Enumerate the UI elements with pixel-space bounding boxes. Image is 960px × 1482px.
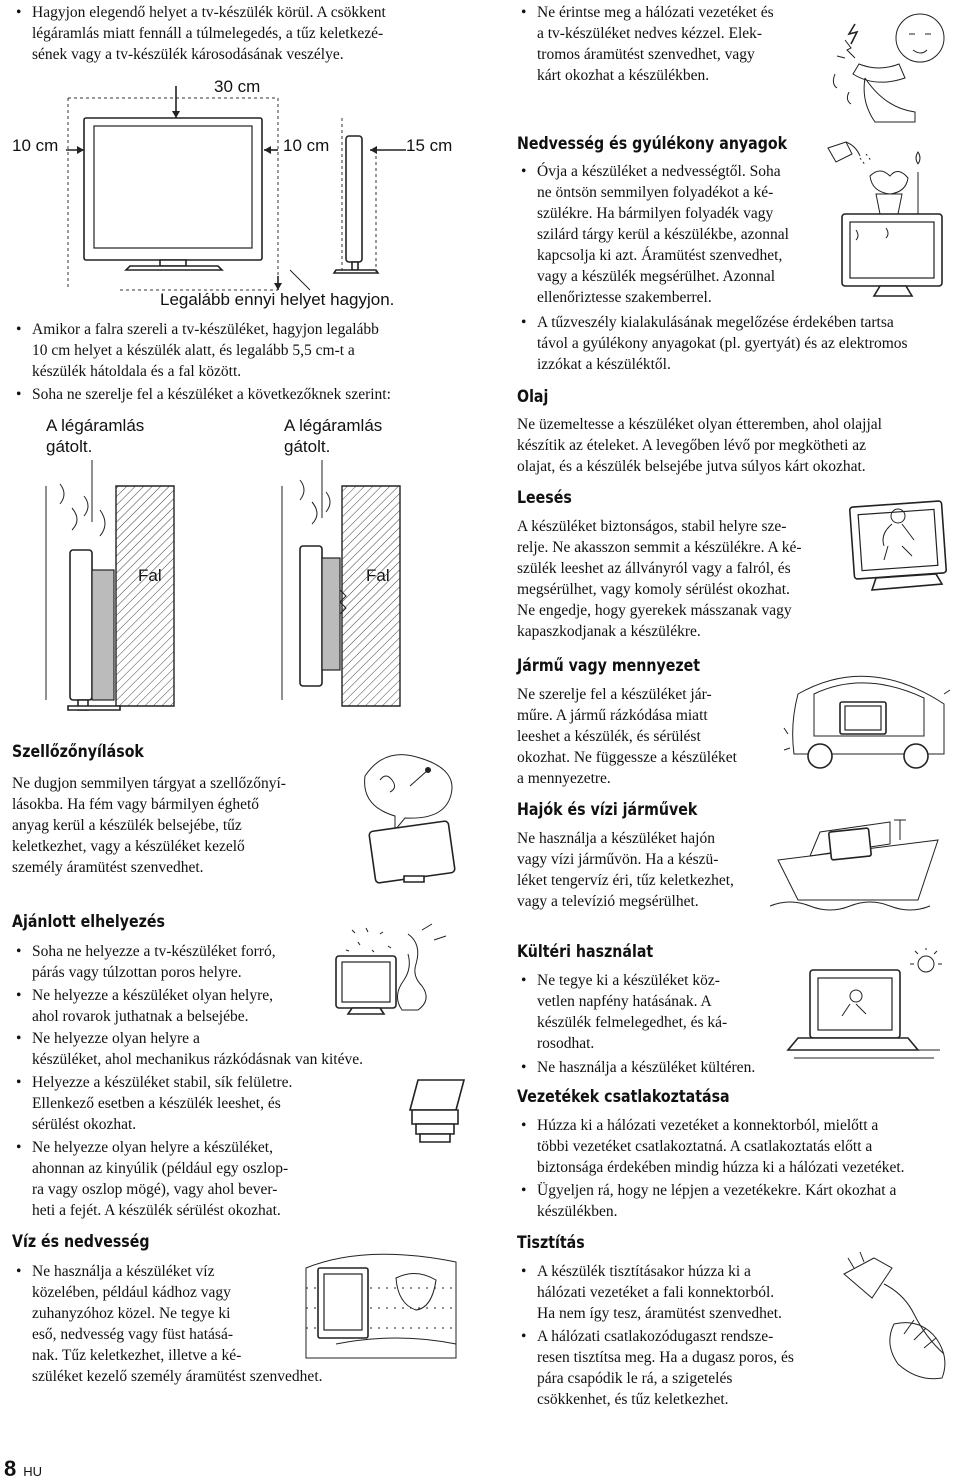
cleaning-illustration: [824, 1244, 954, 1394]
vent-heading: Szellőzőnyílások: [12, 742, 144, 761]
placement-illustrations: [322, 920, 472, 1180]
fall-heading: Leesés: [517, 488, 572, 507]
airflow-drawing: [0, 460, 480, 720]
wet-hands-illustration: [825, 4, 955, 124]
outdoor-heading: Kültéri használat: [517, 942, 654, 961]
airflow-label-1: A légáramlás: [46, 416, 145, 435]
intro-line: légáramlás miatt fennáll a túlmelegedés, a tűz keletkezé-: [32, 25, 384, 42]
min-space-label: Legalább ennyi helyet hagyjon.: [160, 290, 395, 309]
wall-line: Amikor a falra szereli a tv-készüléket, hagyjon legalább: [32, 321, 379, 338]
never-mount-bullet: • Soha ne szerelje fel a készüléket a következőknek szerint:: [12, 384, 492, 405]
dim-top-label: 30 cm: [214, 77, 261, 96]
airflow-label-2b: gátolt.: [284, 437, 331, 456]
cleaning-heading: Tisztítás: [517, 1233, 585, 1252]
water-illustration: [296, 1248, 476, 1368]
oil-heading: Olaj: [517, 387, 549, 406]
fall-illustration: [846, 496, 956, 596]
dim-mid-label: 10 cm: [283, 136, 330, 155]
dim-right-label: 15 cm: [406, 136, 453, 155]
airflow-label-2: A légáramlás: [284, 416, 383, 435]
water-heading: Víz és nedvesség: [12, 1232, 150, 1251]
placement-heading: Ajánlott elhelyezés: [12, 912, 165, 931]
manual-page: • Hagyjon elegendő helyet a tv-készülék körül. A csökkent légáramlás miatt fennáll a túlmelegedés, a tűz keletkezé- sének vagy a tv-készülék károsodásának veszélye. 30 cm 10 cm 10 cm 15 cm Legalább ennyi helyet hagyjon. • Amikor a falra szereli a tv-készüléket, hagyjon legalább 10 cm helyet a készülék alatt, és legalább 5,5 cm-t a készülék hátoldala és a fal között. • Soha ne szerelje fel a készüléket a következőknek szerint: A légáramlás gátolt. A légáramlás gátolt. Szellőzőnyílások Ne dugjon semmilyen tárgyat a szellőzőnyí- lásokba. Ha fém vagy bármilyen éghető anyag kerül a készülék belsejébe, tűz keletkezhet, vagy a készüléket kezelő személy áramütést szenvedhet. Ajánlott elhelyezés • Soha ne helyezze a tv-készüléket forró, párás vagy túlzottan poros helyre. • Ne helyezze a készüléket olyan helyre, ahol rovarok juthatnak a belsejébe. • Ne helyezze olyan helyre a készüléket, ahol mechanikus rázkódásnak van kitéve. • Helyezze a készüléket stabil, sík felületre. Ellenkező esetben a készülék leeshet, és sérülést okozhat. • Ne helyezze olyan helyre a készüléket, ahonnan az kinyúlik (például egy oszlop- ra vagy oszlop mögé), vagy ahol bever- heti a fejét. A készülék sérülést okozhat. Víz és nedvesség • Ne használja a készüléket víz közelében, például kádhoz vagy zuhanyzóhoz közel. Ne tegye ki eső, nedvesség vagy füst hatásá- nak. Tűz keletkezhet, illetve a ké- szüléket kezelő személy áramütést szenvedhet. 8 HU • Ne érintse meg a hálózati vezetéket és a tv-készüléket nedves kézzel. Elek- tromos áramütést szenvedhet, vagy kárt okozhat a készülékben. Nedvesség és gyúlékony anyagok • Óvja a készüléket a nedvességtől. Soha ne öntsön semmilyen folyadékot a ké- szülékre. Ha bármilyen folyadék vagy szilárd tárgy kerül a készülékbe, azonnal kapcsolja ki azt. Áramütést szenvedhet, vagy a készülék megsérülhet. Azonnal ellenőriztesse szakemberrel. • A tűzveszély kialakulásának megelőzése érdekében tartsa távol a gyúlékony anyagokat (pl. gyertyát) és az elektromos izzókat a készüléktől. Olaj Ne üzemeltesse a készüléket olyan étteremben, ahol olajjal készítik az ételeket. A levegőben lévő por megkötheti az olajat, és a készülék belsejébe jutva súlyos kárt okozhat. Leesés A készüléket biztonságos, stabil helyre sze- relje. Ne akasszon semmit a készülékre. A ké- szülék leeshet az állványról vagy a falról, és megsérülhet, vagy komoly sérülést okozhat. Ne engedje, hogy gyerekek másszanak vagy kapaszkodjanak a készülékre. Jármű vagy mennyezet Ne szerelje fel a készüléket jár- műre. A jármű rázkódása miatt leeshet a készülék, és sérülést okozhat. Ne függessze a készüléket a mennyezetre. Hajók és vízi járművek Ne használja a készüléket hajón vagy vízi járművön. Ha a készü- léket tengervíz éri, tűz keletkezhet, vagy a televízió megsérülhet. Kültéri használat • Ne tegye ki a készüléket köz- vetlen napfény hatásának. A készülék felmelegedhet, és ká- rosodhat. • Ne használja a készüléket kültéren. Vezetékek csatlakoztatása • Húzza ki a hálózati vezetéket a konnektorból, mielőtt a többi vezetéket csatlakoztatná. A csatlakoztatás előtt a biztonsága érdekében mindig húzza ki a hálózati vezetéket. • Ügyeljen rá, hogy ne lépjen a vezetékekre. Kárt okozhat a készülékben. Tisztítás • A készülék tisztításakor húzza ki a hálózati vezetéket a fali konnektorból. Ha nem így tesz, áramütést szenvedhet. • A hálózati csatlakozódugaszt rendsze- resen tisztítsa meg. Ha a dugasz poros, és pára csapódik le rá, a szigetelés csökkenhet, és tűz keletkezhet.: [0, 0, 960, 1482]
wall-line: készülék hátoldala és a fal között.: [32, 363, 242, 380]
wall-line: 10 cm helyet a készülék alatt, és legalább 5,5 cm-t a: [32, 342, 355, 359]
moisture-illustration: [826, 136, 946, 306]
vehicle-illustration: [784, 664, 954, 784]
page-number: 8: [4, 1456, 17, 1481]
tv-side: [346, 136, 362, 262]
dim-left-label: 10 cm: [12, 136, 59, 155]
clearance-drawing: [0, 0, 960, 300]
ship-illustration: [770, 810, 960, 920]
vehicle-heading: Jármű vagy mennyezet: [517, 656, 701, 675]
outdoor-illustration: [790, 950, 940, 1070]
moisture-heading: Nedvesség és gyúlékony anyagok: [517, 134, 788, 153]
vent-illustration: [360, 746, 470, 886]
language-code: HU: [23, 1464, 43, 1479]
intro-line: sének vagy a tv-készülék károsodásának veszélye.: [32, 46, 344, 63]
page-footer: [4, 1456, 42, 1482]
intro-line: Hagyjon elegendő helyet a tv-készülék körül. A csökkent: [32, 4, 386, 21]
ship-heading: Hajók és vízi járművek: [517, 800, 698, 819]
wiring-heading: Vezetékek csatlakoztatása: [517, 1087, 730, 1106]
airflow-label-1b: gátolt.: [46, 437, 93, 456]
